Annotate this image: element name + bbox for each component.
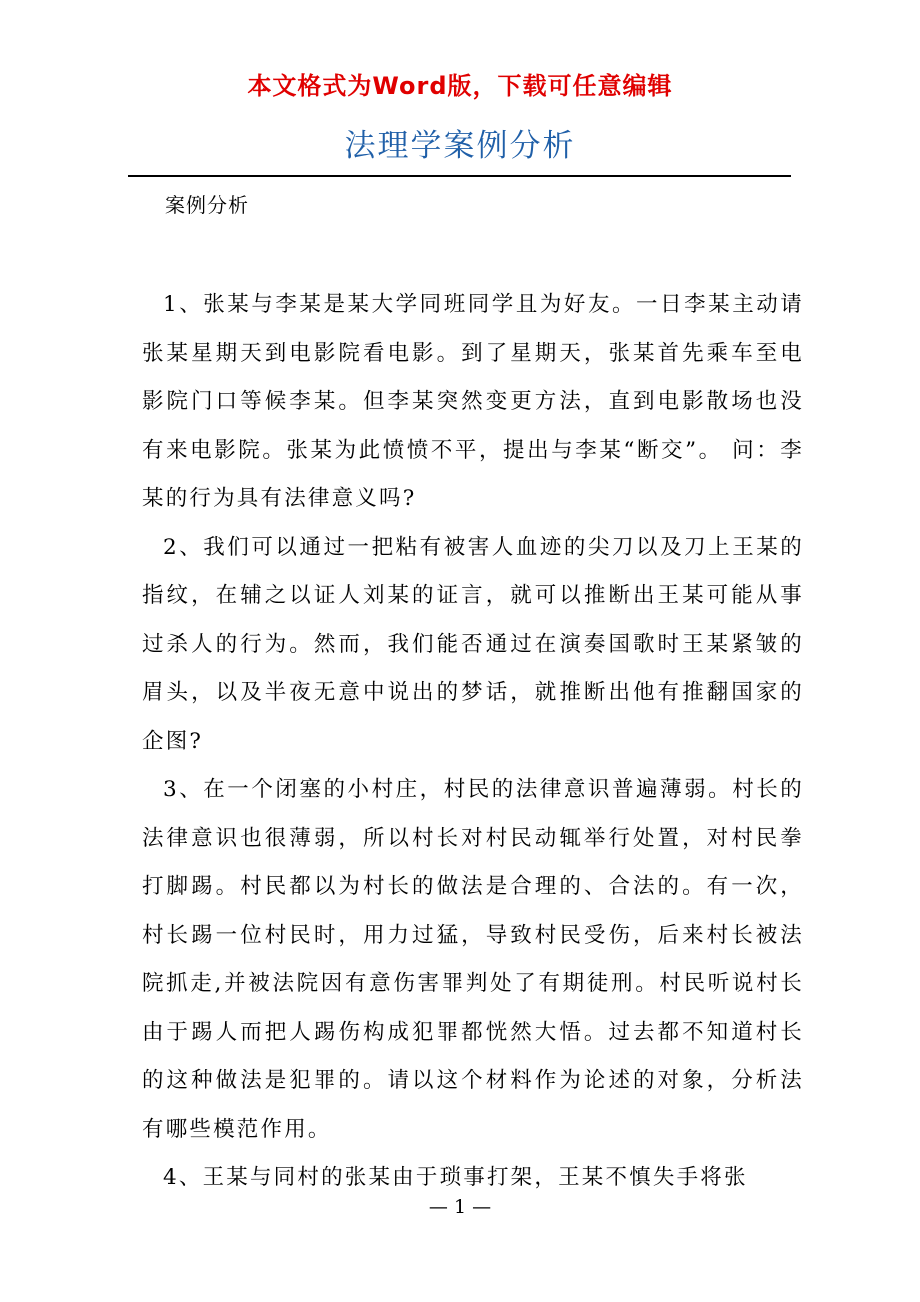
case-paragraph-2: 2、我们可以通过一把粘有被害人血迹的尖刀以及刀上王某的指纹，在辅之以证人刘某的证言，就可以推断出王某可能从事过杀人的行为。然而，我们能否通过在演奏国歌时王某紧皱的眉头，以及半夜无意中说出的梦话，就推断出他有推翻国家的企图? — [142, 534, 804, 754]
case-paragraph-3: 3、在一个闭塞的小村庄，村民的法律意识普遍薄弱。村长的法律意识也很薄弱，所以村长对村民动辄举行处置，对村民拳打脚踢。村民都以为村长的做法是合理的、合法的。有一次，村长踢一位村民时，用力过猛，导致村民受伤，后来村长被法院抓走,并被法院因有意伤害罪判处了有期徒刑。村民听说村长由于踢人而把人踢伤构成犯罪都恍然大悟。过去都不知道村长的这种做法是犯罪的。请以这个材料作为论述的对象，分析法有哪些模范作用。 — [142, 777, 804, 1142]
format-notice: 本文格式为Word版，下载可任意编辑 — [247, 72, 673, 100]
section-label: 案例分析 — [165, 193, 249, 217]
case-list — [142, 281, 804, 1203]
case-paragraph-1: 1、张某与李某是某大学同班同学且为好友。一日李某主动请张某星期天到电影院看电影。到了星期天，张某首先乘车至电影院门口等候李某。但李某突然变更方法，直到电影散场也没有来电影院。张某为此愤愤不平，提出与李某“断交”。 问：李某的行为具有法律意义吗? — [142, 292, 804, 511]
case-paragraph-4: 4、王某与同村的张某由于琐事打架，王某不慎失手将张 — [163, 1165, 748, 1190]
title-divider — [128, 175, 791, 177]
page-title: 法理学案例分析 — [344, 128, 576, 164]
page-number: — 1 — — [428, 1196, 492, 1218]
